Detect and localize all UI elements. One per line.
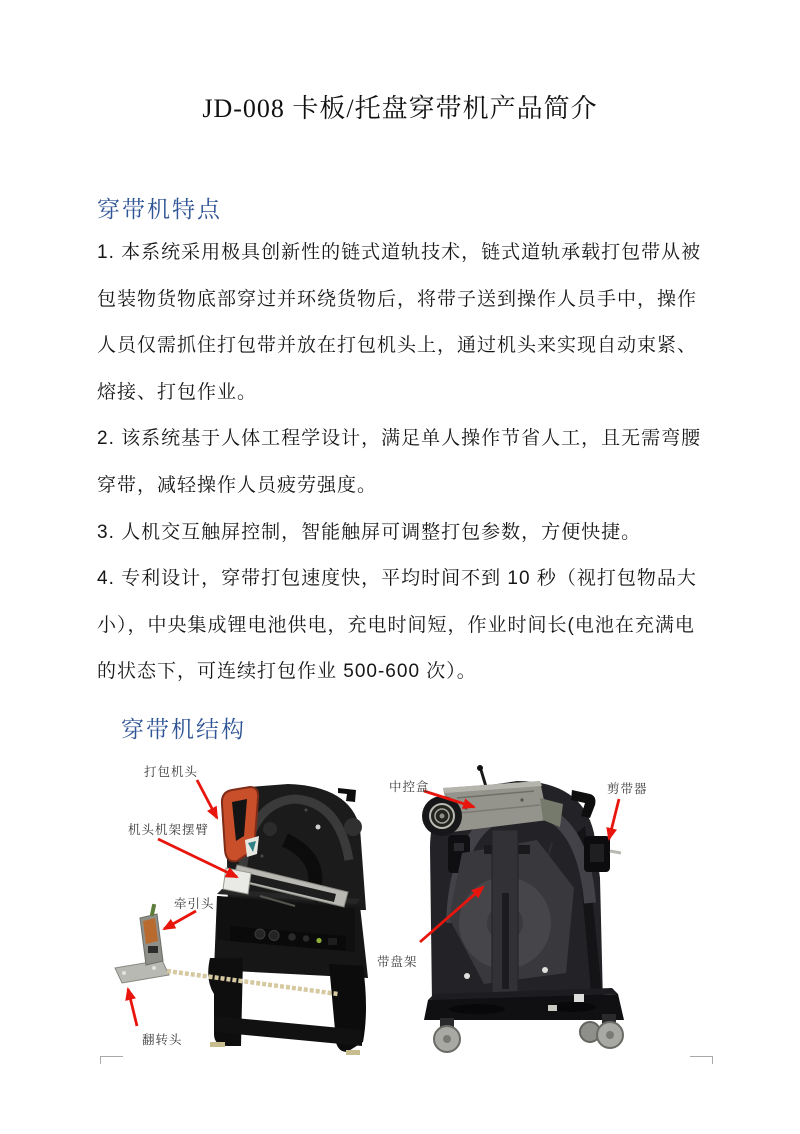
label-strap-cutter: 剪带器 bbox=[607, 782, 648, 796]
label-traction-head: 牵引头 bbox=[174, 897, 215, 911]
section-heading-features: 穿带机特点 bbox=[97, 196, 222, 222]
body-line: 2. 该系统基于人体工程学设计，满足单人操作节省人工，且无需弯腰 bbox=[97, 428, 702, 450]
section-heading-structure: 穿带机结构 bbox=[121, 716, 246, 742]
label-strapping-head: 打包机头 bbox=[144, 765, 199, 779]
body-line: 穿带，减轻操作人员疲劳强度。 bbox=[97, 474, 378, 496]
features-paragraphs bbox=[97, 230, 715, 696]
body-line: 熔接、打包作业。 bbox=[97, 381, 258, 403]
margin-corner-mark-left bbox=[100, 1056, 123, 1064]
label-strap-reel-frame: 带盘架 bbox=[377, 955, 418, 969]
body-line: 4. 专利设计，穿带打包速度快，平均时间不到 10 秒（视打包物品大 bbox=[97, 568, 697, 590]
body-line: 的状态下，可连续打包作业 500-600 次）。 bbox=[97, 661, 477, 683]
machine-photo-rear bbox=[422, 758, 638, 1063]
margin-corner-mark-right bbox=[690, 1056, 713, 1064]
body-line: 包装物货物底部穿过并环绕货物后，将带子送到操作人员手中，操作 bbox=[97, 288, 698, 310]
body-line: 小），中央集成锂电池供电，充电时间短，作业时间长(电池在充满电 bbox=[97, 614, 695, 636]
label-central-control-box: 中控盒 bbox=[389, 780, 430, 794]
label-head-frame-swing-arm: 机头机架摆臂 bbox=[128, 823, 210, 837]
label-flip-head: 翻转头 bbox=[142, 1033, 183, 1047]
body-line: 3. 人机交互触屏控制，智能触屏可调整打包参数，方便快捷。 bbox=[97, 521, 642, 543]
page-title: JD-008 卡板/托盘穿带机产品简介 bbox=[202, 94, 598, 123]
body-line: 人员仅需抓住打包带并放在打包机头上，通过机头来实现自动束紧、 bbox=[97, 335, 698, 357]
body-line: 1. 本系统采用极具创新性的链式道轨技术，链式道轨承载打包带从被 bbox=[97, 242, 702, 263]
